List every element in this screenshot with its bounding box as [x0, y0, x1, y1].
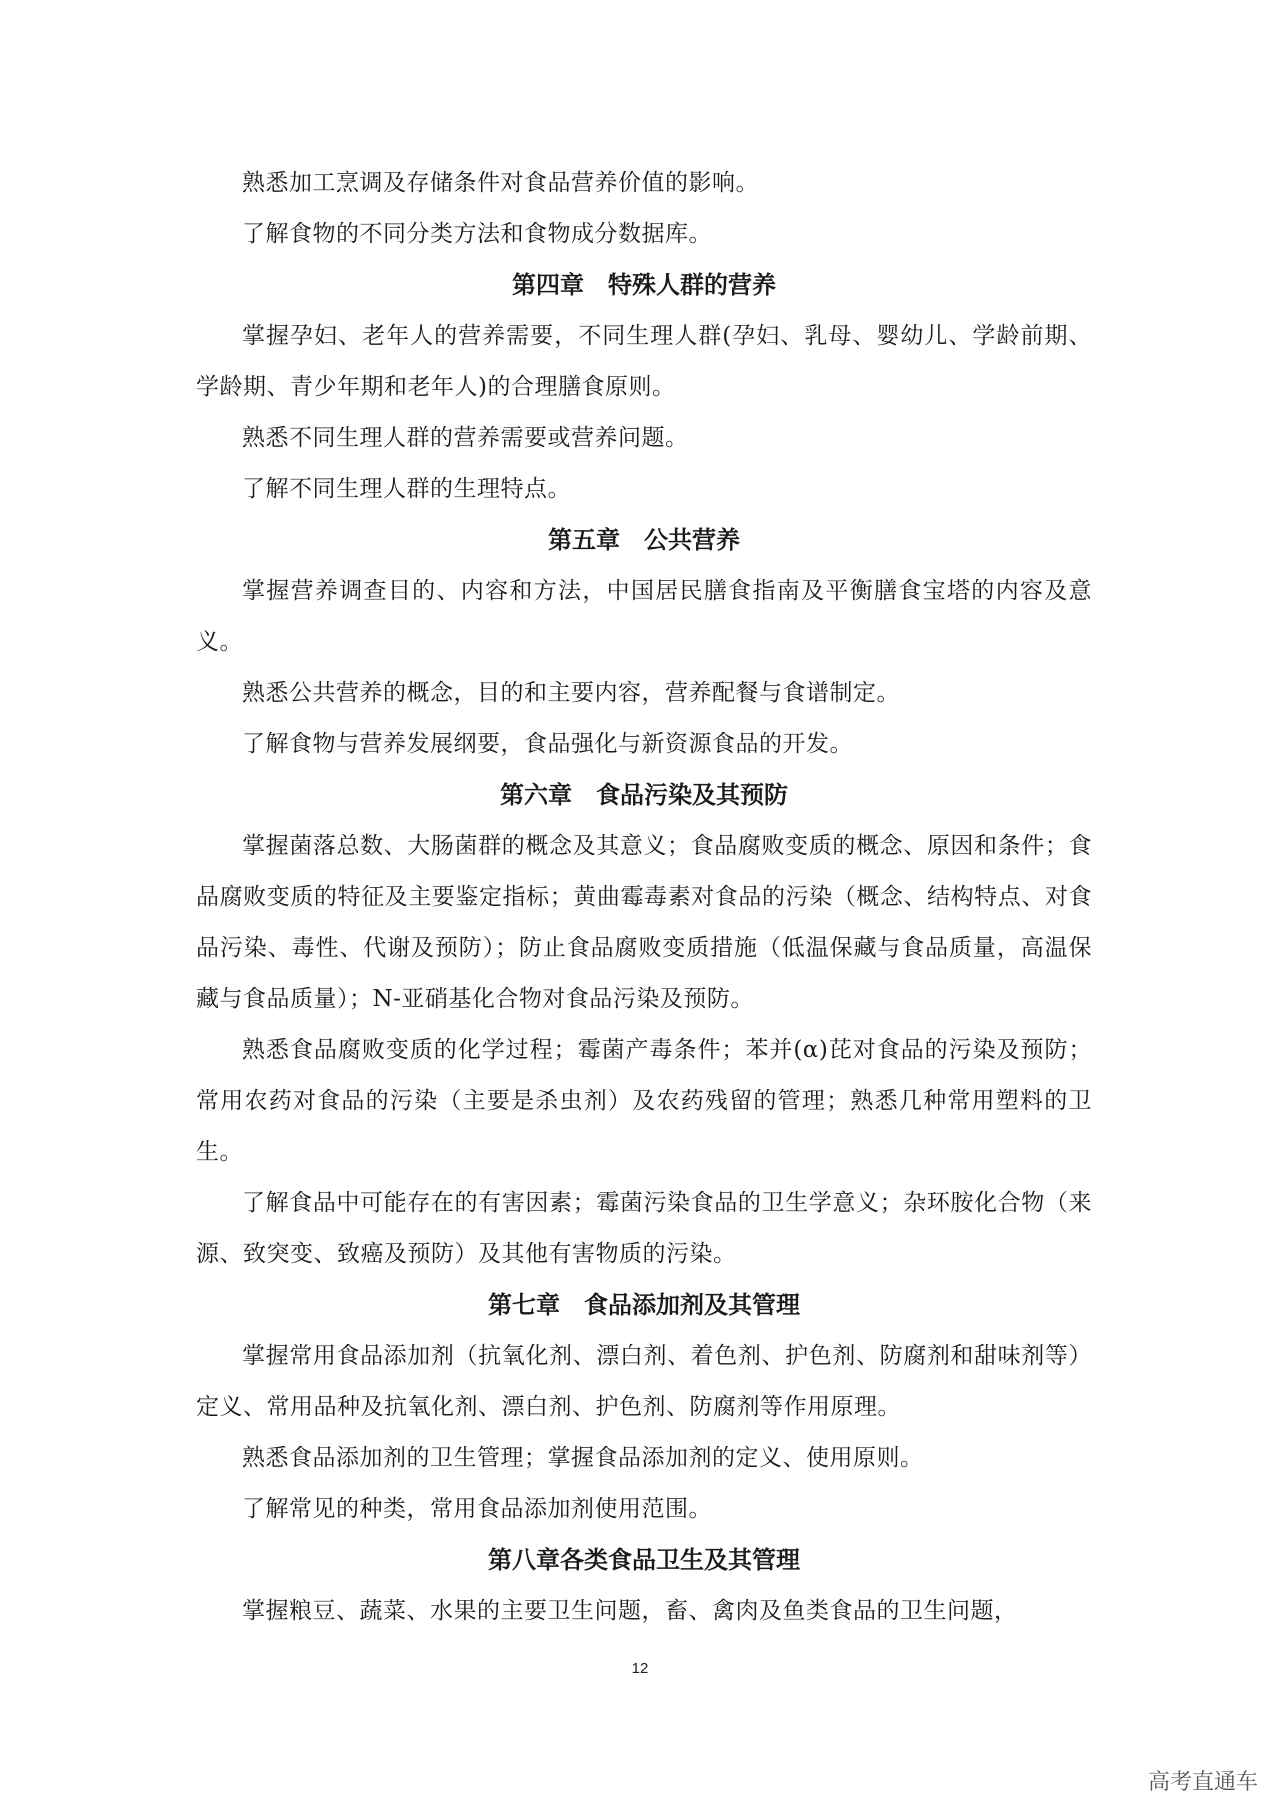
paragraph: 掌握菌落总数、大肠菌群的概念及其意义；食品腐败变质的概念、原因和条件；食品腐败变质的特征及主要鉴定指标；黄曲霉毒素对食品的污染（概念、结构特点、对食品污染、毒性、代谢及预防）；防止食品腐败变质措施（低温保藏与食品质量，高温保藏与食品质量）；N-亚硝基化合物对食品污染及预防。	[196, 833, 1092, 1012]
paragraph: 熟悉不同生理人群的营养需要或营养问题。	[242, 425, 689, 451]
paragraph: 掌握常用食品添加剂（抗氧化剂、漂白剂、着色剂、护色剂、防腐剂和甜味剂等）定义、常用品种及抗氧化剂、漂白剂、护色剂、防腐剂等作用原理。	[196, 1343, 1092, 1420]
document-body	[196, 158, 1092, 1637]
paragraph: 掌握营养调查目的、内容和方法，中国居民膳食指南及平衡膳食宝塔的内容及意义。	[196, 578, 1092, 655]
paragraph: 了解常见的种类，常用食品添加剂使用范围。	[242, 1496, 712, 1522]
paragraph: 了解食物与营养发展纲要，食品强化与新资源食品的开发。	[242, 731, 853, 757]
watermark: 高考直通车	[1147, 1770, 1258, 1795]
paragraph: 熟悉加工烹调及存储条件对食品营养价值的影响。	[242, 170, 759, 196]
paragraph: 熟悉食品添加剂的卫生管理；掌握食品添加剂的定义、使用原则。	[242, 1445, 924, 1471]
paragraph: 了解食物的不同分类方法和食物成分数据库。	[242, 221, 712, 247]
paragraph: 掌握粮豆、蔬菜、水果的主要卫生问题，畜、禽肉及鱼类食品的卫生问题，	[242, 1598, 1018, 1624]
paragraph: 了解不同生理人群的生理特点。	[242, 476, 571, 502]
chapter-heading: 第四章 特殊人群的营养	[512, 271, 776, 299]
chapter-heading: 第六章 食品污染及其预防	[500, 781, 788, 809]
chapter-heading: 第五章 公共营养	[548, 526, 740, 554]
paragraph: 熟悉公共营养的概念，目的和主要内容，营养配餐与食谱制定。	[242, 680, 900, 706]
page-number: 12	[631, 1660, 649, 1677]
paragraph: 掌握孕妇、老年人的营养需要，不同生理人群(孕妇、乳母、婴幼儿、学龄前期、学龄期、青少年期和老年人)的合理膳食原则。	[196, 323, 1092, 400]
paragraph: 熟悉食品腐败变质的化学过程；霉菌产毒条件；苯并(α)芘对食品的污染及预防；常用农药对食品的污染（主要是杀虫剂）及农药残留的管理；熟悉几种常用塑料的卫生。	[196, 1037, 1092, 1165]
chapter-heading: 第八章各类食品卫生及其管理	[488, 1546, 800, 1574]
chapter-heading: 第七章 食品添加剂及其管理	[488, 1291, 800, 1319]
paragraph: 了解食品中可能存在的有害因素；霉菌污染食品的卫生学意义；杂环胺化合物（来源、致突变、致癌及预防）及其他有害物质的污染。	[196, 1190, 1092, 1267]
